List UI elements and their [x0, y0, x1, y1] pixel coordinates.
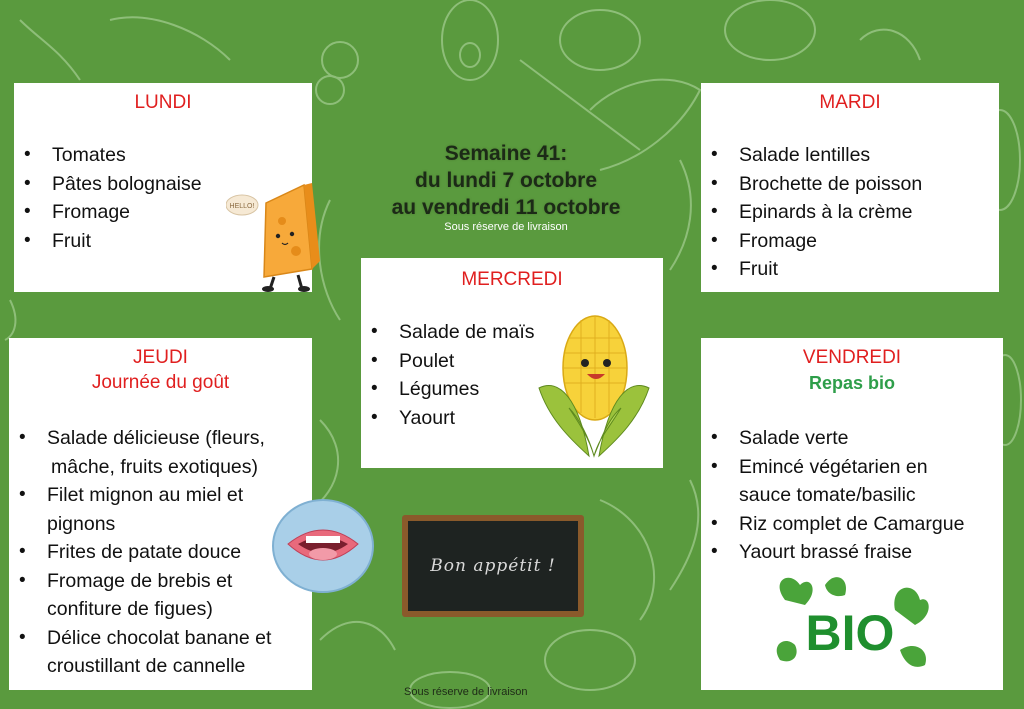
menu-item: • Fromage: [701, 227, 999, 256]
menu-item: • Salade de maïs: [361, 318, 663, 347]
menu-item: • Tomates: [14, 141, 312, 170]
menu-item: • Pâtes bolognaise: [14, 170, 312, 199]
day-card-mardi: [701, 83, 999, 292]
day-title: JEUDI: [133, 347, 188, 368]
delivery-note: Sous réserve de livraison: [444, 221, 568, 233]
menu-item: • Salade verte: [701, 424, 1003, 453]
menu-item: • Salade lentilles: [701, 141, 999, 170]
chalkboard-text: Bon appétit !: [430, 556, 556, 576]
footer-delivery-note: Sous réserve de livraison: [404, 686, 528, 698]
menu-item: • Riz complet de Camargue: [701, 510, 1003, 539]
bio-logo: [765, 570, 935, 680]
day-card-mercredi: [361, 258, 663, 468]
menu-list: [701, 424, 1003, 567]
menu-list: [9, 424, 312, 681]
week-number: Semaine 41:: [444, 142, 568, 165]
menu-item: • Epinards à la crème: [701, 198, 999, 227]
menu-item-continued: confiture de figues): [47, 598, 213, 620]
day-title: VENDREDI: [802, 347, 902, 368]
day-title: LUNDI: [134, 92, 192, 113]
corn-mascot-illustration: [529, 308, 657, 458]
day-card-vendredi: [701, 338, 1003, 690]
menu-item: • Fruit: [701, 255, 999, 284]
day-subtitle: Journée du goût: [91, 372, 230, 393]
week-end: au vendredi 11 octobre: [391, 196, 621, 219]
menu-item: • Délice chocolat banane et: [9, 624, 312, 653]
menu-item: • Frites de patate douce: [9, 538, 312, 567]
menu-list: [701, 141, 999, 284]
menu-item: • Brochette de poisson: [701, 170, 999, 199]
week-header: [345, 140, 667, 233]
menu-item: • Poulet: [361, 347, 663, 376]
day-card-jeudi: [9, 338, 312, 690]
day-subtitle: Repas bio: [808, 373, 896, 393]
menu-item: • Yaourt brassé fraise: [701, 538, 1003, 567]
menu-item: • Emincé végétarien en: [701, 453, 1003, 482]
day-title: MARDI: [819, 92, 881, 113]
menu-item: • Fruit: [14, 227, 312, 256]
menu-item: • Filet mignon au miel et: [9, 481, 312, 510]
menu-item: • Légumes: [361, 375, 663, 404]
chalkboard-surface: [408, 521, 578, 611]
chalkboard-sign: [402, 515, 584, 617]
menu-item: • Fromage: [14, 198, 312, 227]
week-start: du lundi 7 octobre: [415, 169, 597, 192]
cheese-mascot-illustration: [226, 181, 326, 293]
bio-logo-text: BIO: [805, 605, 895, 661]
menu-item: • Yaourt: [361, 404, 663, 433]
menu-item-continued: croustillant de cannelle: [47, 655, 246, 677]
tasting-mouth-illustration: [268, 496, 378, 596]
day-title: MERCREDI: [461, 269, 563, 290]
day-card-lundi: [14, 83, 312, 292]
menu-item-continued: pignons: [47, 512, 116, 535]
hello-bubble-text: HELLO!: [229, 203, 255, 210]
menu-item: • Fromage de brebis et: [9, 567, 312, 596]
menu-item-continued: sauce tomate/basilic: [739, 484, 916, 506]
menu-item: • Salade délicieuse (fleurs,: [9, 424, 312, 453]
menu-item-continued: mâche, fruits exotiques): [51, 455, 259, 478]
